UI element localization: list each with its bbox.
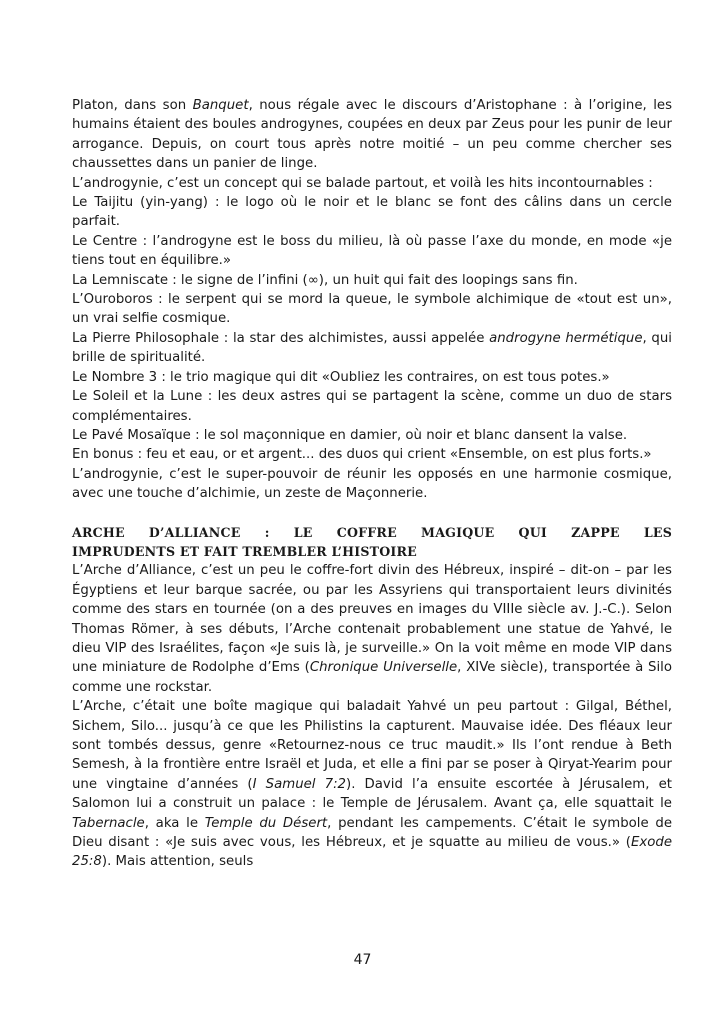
- paragraph-arche-journey: [72, 697, 672, 872]
- text-run: Platon, dans son: [72, 98, 193, 113]
- paragraph-lemniscate: La Lemniscate : le signe de l’infini (∞), un huit qui fait des loopings sans fin.: [72, 272, 578, 288]
- text-run: L’Arche, c’était une boîte magique qui baladait Yahvé un peu partout : Gilgal, Béthel, Sichem, Silo... jusqu’à ce que les Philistins la capturent. Mauvaise idée. Des fléaux leur sont tombés dessus, genre «Retournez-nous ce truc maudit.» Ils l’ont rendue à Beth Semesh, à la frontière entre Israël et Juda, et elle a fini par se poser à Qiryat-Yearim pour une vingtaine d’années (: [72, 699, 672, 792]
- text-run: , aka le: [144, 815, 205, 831]
- italic-run: Temple du Désert: [204, 815, 328, 831]
- text-run: La Pierre Philosophale : la star des alchimistes, aussi appelée: [72, 330, 490, 346]
- paragraph-nombre-3: Le Nombre 3 : le trio magique qui dit «Oubliez les contraires, on est tous potes.»: [72, 369, 610, 385]
- text-run: , XIVe siècle), transportée à Silo comme une rockstar.: [72, 660, 673, 695]
- heading-line-1: ARCHE D’ALLIANCE : LE COFFRE MAGIQUE QUI ZAPPE LES: [72, 524, 672, 540]
- paragraph-pierre-philosophale: [72, 329, 672, 368]
- paragraph-banquet: [72, 96, 672, 174]
- italic-run: I Samuel 7:2: [252, 776, 347, 792]
- italic-run: Chronique Universelle: [309, 660, 458, 676]
- text-run: L’Arche d’Alliance, c’est un peu le coffre-fort divin des Hébreux, inspiré – dit-on – par les Égyptiens et leur barque sacrée, ou par les Assyriens qui transportaient leurs divinités comme des stars en tournée (on a des preuves en images du VIIIe siècle av. J.-C.). Selon Thomas Römer, à ses débuts, l’Arche contenait probablement une statue de Yahvé, le dieu VIP des Israélites, façon «Je suis là, je surveille.» On la voit même en mode VIP dans une miniature de Rodolphe d’Ems (: [72, 563, 672, 676]
- page-number: 47: [353, 952, 372, 968]
- italic-run: Tabernacle: [72, 815, 145, 831]
- paragraph-androgynie-intro: L’androgynie, c’est un concept qui se balade partout, et voilà les hits incontournables :: [72, 175, 653, 191]
- text-run: ). Mais attention, seuls: [101, 854, 254, 870]
- paragraph-arche-origins: [72, 561, 672, 697]
- text-run: , qui brille de spiritualité.: [72, 330, 672, 366]
- section-heading: [72, 523, 672, 562]
- paragraph-pave-mosaique: Le Pavé Mosaïque : le sol maçonnique en damier, où noir et blanc dansent la valse.: [72, 427, 628, 443]
- italic-run: androgyne hermétique: [489, 330, 643, 346]
- section-gap: [72, 504, 672, 523]
- page-body: [72, 96, 672, 872]
- italic-run: Banquet: [192, 98, 249, 113]
- paragraph-taijitu: Le Taijitu (yin-yang) : le logo où le noir et le blanc se font des câlins dans un cercle parfait.: [72, 195, 672, 230]
- text-run: , nous régale avec le discours d’Aristophane : à l’origine, les humains étaient des boules androgynes, coupées en deux par Zeus pour les punir de leur arrogance. Depuis, on court tous après notre moitié – un peu comme chercher ses chaussettes dans un panier de linge.: [72, 98, 672, 172]
- text-run: ). David l’a ensuite escortée à Jérusalem, et Salomon lui a construit un palace : le Temple de Jérusalem. Avant ça, elle squattait le: [72, 776, 672, 812]
- italic-run: Exode 25:8: [72, 835, 672, 870]
- paragraph-centre: Le Centre : l’androgyne est le boss du milieu, là où passe l’axe du monde, en mode «je tiens tout en équilibre.»: [72, 233, 672, 269]
- paragraph-androgynie-conclusion: L’androgynie, c’est le super-pouvoir de réunir les opposés en une harmonie cosmique, avec une touche d’alchimie, un zeste de Maçonnerie.: [72, 466, 672, 502]
- text-run: , pendant les campements. C’était le symbole de Dieu disant : «Je suis avec vous, les Hébreux, et je squatte au milieu de vous.» (: [72, 815, 672, 851]
- paragraph-soleil-lune: Le Soleil et la Lune : les deux astres qui se partagent la scène, comme un duo de stars complémentaires.: [72, 389, 672, 424]
- paragraph-bonus: En bonus : feu et eau, or et argent... des duos qui crient «Ensemble, on est plus forts.»: [72, 447, 652, 463]
- heading-line-2: IMPRUDENTS ET FAIT TREMBLER L’HISTOIRE: [72, 543, 417, 559]
- paragraph-ouroboros: L’Ouroboros : le serpent qui se mord la queue, le symbole alchimique de «tout est un», un vrai selfie cosmique.: [72, 292, 672, 327]
